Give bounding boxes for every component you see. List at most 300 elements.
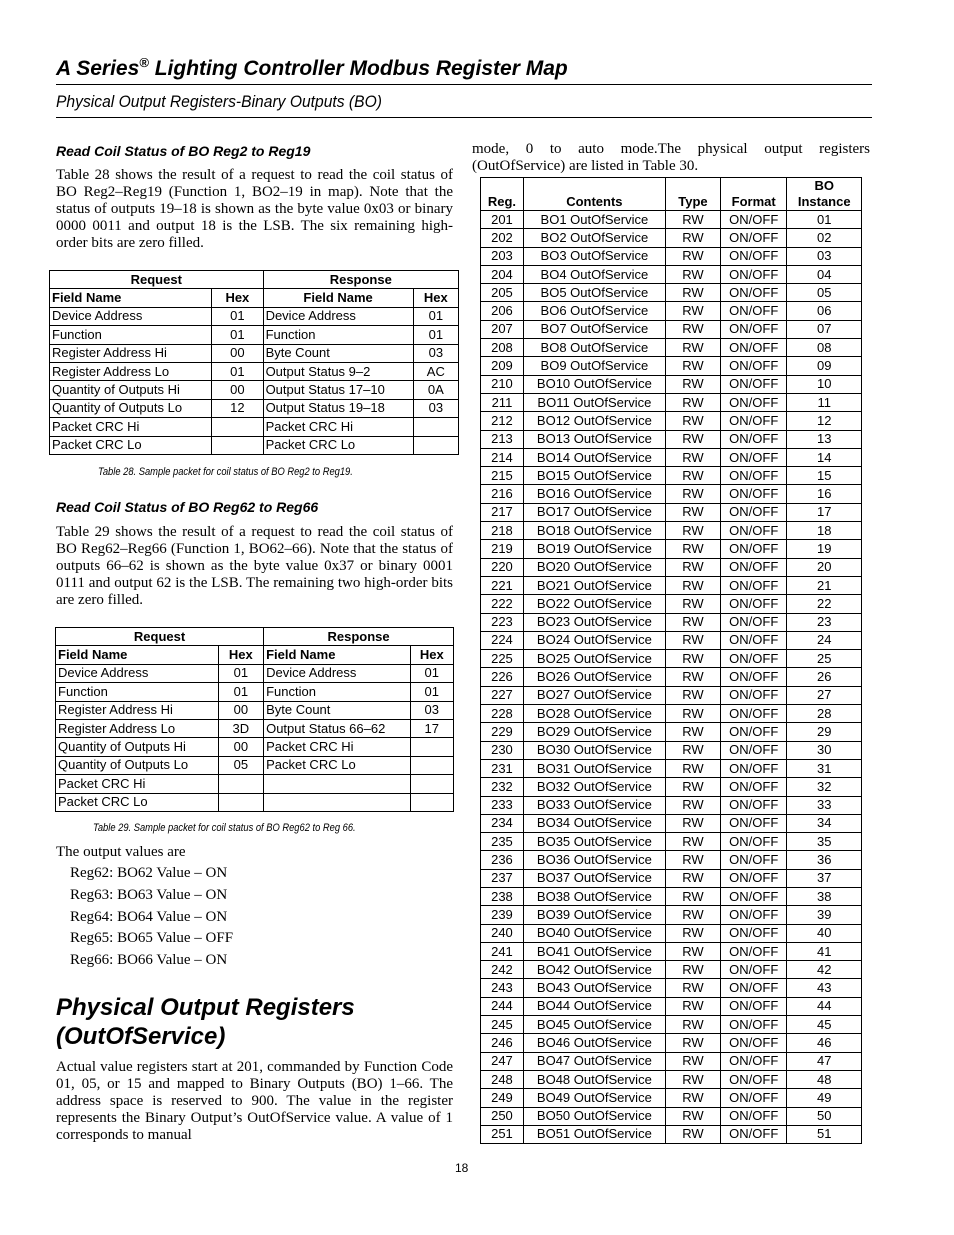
request-hex-cell (212, 418, 263, 436)
response-field-cell (264, 793, 410, 811)
response-field-cell: Packet CRC Hi (264, 738, 410, 756)
type-cell: RW (665, 759, 720, 777)
format-cell: ON/OFF (721, 741, 787, 759)
reg-cell: 250 (481, 1107, 524, 1125)
reg-cell: 230 (481, 741, 524, 759)
format-cell: ON/OFF (721, 705, 787, 723)
format-cell: ON/OFF (721, 393, 787, 411)
reg-cell: 214 (481, 448, 524, 466)
table-group-request: Request (50, 271, 264, 289)
instance-cell: 49 (787, 1089, 862, 1107)
contents-cell: BO23 OutOfService (523, 613, 665, 631)
response-hex-cell: 01 (413, 326, 458, 344)
type-cell: RW (665, 887, 720, 905)
contents-cell: BO48 OutOfService (523, 1070, 665, 1088)
response-field-cell: Byte Count (263, 344, 413, 362)
format-cell: ON/OFF (721, 979, 787, 997)
table-row (481, 631, 862, 649)
table-row (56, 756, 454, 774)
table-row (481, 211, 862, 229)
response-hex-cell: 01 (410, 664, 453, 682)
page-subtitle: Physical Output Registers-Binary Outputs (BO) (56, 92, 382, 111)
response-hex-cell: 03 (410, 701, 453, 719)
format-cell: ON/OFF (721, 448, 787, 466)
table-30-bo-outofservice (480, 177, 862, 1144)
format-cell: ON/OFF (721, 906, 787, 924)
response-hex-cell (410, 738, 453, 756)
table-row (56, 719, 454, 737)
type-cell: RW (665, 393, 720, 411)
table-row (481, 759, 862, 777)
response-hex-cell: 03 (413, 399, 458, 417)
contents-cell: BO25 OutOfService (523, 650, 665, 668)
table-row (56, 664, 454, 682)
reg-cell: 249 (481, 1089, 524, 1107)
type-cell: RW (665, 906, 720, 924)
type-cell: RW (665, 942, 720, 960)
table-row (481, 997, 862, 1015)
table-group-response: Response (264, 628, 454, 646)
table-row (481, 814, 862, 832)
title-rule (56, 84, 872, 85)
table-row (50, 436, 459, 454)
instance-cell: 25 (787, 650, 862, 668)
contents-cell: BO38 OutOfService (523, 887, 665, 905)
type-cell: RW (665, 833, 720, 851)
type-cell: RW (665, 1070, 720, 1088)
request-hex-cell: 00 (218, 738, 263, 756)
format-cell: ON/OFF (721, 357, 787, 375)
type-cell: RW (665, 631, 720, 649)
format-cell: ON/OFF (721, 924, 787, 942)
col-type: Type (665, 178, 720, 211)
type-cell: RW (665, 284, 720, 302)
contents-cell: BO16 OutOfService (523, 485, 665, 503)
reg-cell: 209 (481, 357, 524, 375)
table-row (481, 1052, 862, 1070)
table-row (50, 381, 459, 399)
request-field-cell: Packet CRC Hi (50, 418, 212, 436)
format-cell: ON/OFF (721, 1107, 787, 1125)
type-cell: RW (665, 558, 720, 576)
contents-cell: BO47 OutOfService (523, 1052, 665, 1070)
table-row (481, 668, 862, 686)
contents-cell: BO11 OutOfService (523, 393, 665, 411)
type-cell: RW (665, 467, 720, 485)
request-field-cell: Packet CRC Lo (56, 793, 219, 811)
type-cell: RW (665, 339, 720, 357)
col-hex: Hex (410, 646, 453, 664)
type-cell: RW (665, 741, 720, 759)
table-row (481, 302, 862, 320)
reg-cell: 222 (481, 595, 524, 613)
contents-cell: BO45 OutOfService (523, 1016, 665, 1034)
contents-cell: BO13 OutOfService (523, 430, 665, 448)
table-row (481, 686, 862, 704)
contents-cell: BO17 OutOfService (523, 503, 665, 521)
type-cell: RW (665, 1089, 720, 1107)
instance-cell: 30 (787, 741, 862, 759)
type-cell: RW (665, 576, 720, 594)
format-cell: ON/OFF (721, 796, 787, 814)
table-row (481, 961, 862, 979)
table-row (481, 375, 862, 393)
response-hex-cell: 01 (410, 683, 453, 701)
request-field-cell: Quantity of Outputs Hi (50, 381, 212, 399)
response-field-cell: Output Status 9–2 (263, 362, 413, 380)
instance-cell: 07 (787, 320, 862, 338)
instance-cell: 02 (787, 229, 862, 247)
format-cell: ON/OFF (721, 284, 787, 302)
type-cell: RW (665, 1016, 720, 1034)
section-paragraph-continuation: mode, 0 to auto mode.The physical output registers (OutOfService) are listed in Table 30. (472, 141, 870, 174)
format-cell: ON/OFF (721, 778, 787, 796)
instance-cell: 32 (787, 778, 862, 796)
reg-cell: 247 (481, 1052, 524, 1070)
type-cell: RW (665, 1125, 720, 1143)
reg-cell: 243 (481, 979, 524, 997)
table-row (56, 738, 454, 756)
instance-cell: 26 (787, 668, 862, 686)
contents-cell: BO24 OutOfService (523, 631, 665, 649)
type-cell: RW (665, 796, 720, 814)
reg-cell: 218 (481, 522, 524, 540)
format-cell: ON/OFF (721, 265, 787, 283)
type-cell: RW (665, 814, 720, 832)
instance-cell: 05 (787, 284, 862, 302)
instance-cell: 23 (787, 613, 862, 631)
reg-cell: 237 (481, 869, 524, 887)
type-cell: RW (665, 1034, 720, 1052)
section-heading-reg62-66: Read Coil Status of BO Reg62 to Reg66 (56, 499, 319, 515)
table-row (481, 357, 862, 375)
format-cell: ON/OFF (721, 1125, 787, 1143)
response-field-cell: Device Address (263, 307, 413, 325)
table-row (481, 796, 862, 814)
output-value-line: Reg63: BO63 Value – ON (70, 887, 228, 903)
table-row (481, 906, 862, 924)
instance-cell: 41 (787, 942, 862, 960)
table-row (481, 778, 862, 796)
contents-cell: BO5 OutOfService (523, 284, 665, 302)
contents-cell: BO49 OutOfService (523, 1089, 665, 1107)
table-row (481, 1034, 862, 1052)
format-cell: ON/OFF (721, 339, 787, 357)
response-hex-cell: 03 (413, 344, 458, 362)
instance-cell: 36 (787, 851, 862, 869)
format-cell: ON/OFF (721, 320, 787, 338)
type-cell: RW (665, 357, 720, 375)
table-row (481, 448, 862, 466)
type-cell: RW (665, 686, 720, 704)
reg-cell: 215 (481, 467, 524, 485)
table-row (481, 467, 862, 485)
table-row (481, 942, 862, 960)
request-hex-cell: 01 (212, 307, 263, 325)
response-hex-cell: AC (413, 362, 458, 380)
table-row (481, 576, 862, 594)
reg-cell: 239 (481, 906, 524, 924)
section-paragraph-outofservice: Actual value registers start at 201, commanded by Function Code 01, 05, or 15 and mapped to Binary Outputs (BO) 1–66. The address space is reserved to 900. The value in the register represents the Binary Output’s OutOfService value. A value of 1 corresponds to manual (56, 1059, 453, 1143)
format-cell: ON/OFF (721, 668, 787, 686)
reg-cell: 221 (481, 576, 524, 594)
format-cell: ON/OFF (721, 412, 787, 430)
col-field-name: Field Name (56, 646, 219, 664)
instance-cell: 42 (787, 961, 862, 979)
reg-cell: 220 (481, 558, 524, 576)
request-hex-cell: 12 (212, 399, 263, 417)
instance-cell: 45 (787, 1016, 862, 1034)
type-cell: RW (665, 1107, 720, 1125)
instance-cell: 44 (787, 997, 862, 1015)
table-row (481, 924, 862, 942)
col-field-name: Field Name (263, 289, 413, 307)
reg-cell: 251 (481, 1125, 524, 1143)
instance-cell: 21 (787, 576, 862, 594)
table-row (481, 229, 862, 247)
table-row (481, 339, 862, 357)
instance-cell: 48 (787, 1070, 862, 1088)
request-hex-cell: 01 (218, 683, 263, 701)
contents-cell: BO27 OutOfService (523, 686, 665, 704)
reg-cell: 227 (481, 686, 524, 704)
col-bo-instance: BO Instance (787, 178, 862, 211)
instance-cell: 11 (787, 393, 862, 411)
table-row (56, 793, 454, 811)
contents-cell: BO36 OutOfService (523, 851, 665, 869)
format-cell: ON/OFF (721, 503, 787, 521)
instance-cell: 19 (787, 540, 862, 558)
response-hex-cell: 01 (413, 307, 458, 325)
table-row (481, 613, 862, 631)
type-cell: RW (665, 522, 720, 540)
format-cell: ON/OFF (721, 1016, 787, 1034)
reg-cell: 207 (481, 320, 524, 338)
reg-cell: 202 (481, 229, 524, 247)
table-row (50, 362, 459, 380)
col-format: Format (721, 178, 787, 211)
instance-cell: 34 (787, 814, 862, 832)
table-row (481, 503, 862, 521)
instance-cell: 17 (787, 503, 862, 521)
format-cell: ON/OFF (721, 576, 787, 594)
request-field-cell: Function (56, 683, 219, 701)
response-field-cell: Output Status 19–18 (263, 399, 413, 417)
contents-cell: BO41 OutOfService (523, 942, 665, 960)
col-reg: Reg. (481, 178, 524, 211)
reg-cell: 232 (481, 778, 524, 796)
reg-cell: 217 (481, 503, 524, 521)
table-row (50, 399, 459, 417)
request-hex-cell: 3D (218, 719, 263, 737)
format-cell: ON/OFF (721, 522, 787, 540)
instance-cell: 22 (787, 595, 862, 613)
response-field-cell: Packet CRC Lo (264, 756, 410, 774)
type-cell: RW (665, 668, 720, 686)
subtitle-rule (56, 117, 872, 118)
contents-cell: BO10 OutOfService (523, 375, 665, 393)
instance-cell: 37 (787, 869, 862, 887)
format-cell: ON/OFF (721, 759, 787, 777)
type-cell: RW (665, 503, 720, 521)
request-field-cell: Register Address Lo (56, 719, 219, 737)
format-cell: ON/OFF (721, 887, 787, 905)
response-hex-cell (413, 418, 458, 436)
format-cell: ON/OFF (721, 485, 787, 503)
format-cell: ON/OFF (721, 247, 787, 265)
response-field-cell: Byte Count (264, 701, 410, 719)
request-field-cell: Register Address Hi (56, 701, 219, 719)
output-value-line: Reg62: BO62 Value – ON (70, 865, 228, 881)
request-field-cell: Device Address (56, 664, 219, 682)
type-cell: RW (665, 723, 720, 741)
format-cell: ON/OFF (721, 997, 787, 1015)
contents-cell: BO1 OutOfService (523, 211, 665, 229)
format-cell: ON/OFF (721, 613, 787, 631)
reg-cell: 213 (481, 430, 524, 448)
contents-cell: BO12 OutOfService (523, 412, 665, 430)
instance-cell: 29 (787, 723, 862, 741)
format-cell: ON/OFF (721, 467, 787, 485)
format-cell: ON/OFF (721, 961, 787, 979)
response-field-cell: Function (263, 326, 413, 344)
contents-cell: BO40 OutOfService (523, 924, 665, 942)
reg-cell: 238 (481, 887, 524, 905)
request-field-cell: Quantity of Outputs Lo (56, 756, 219, 774)
table-row (481, 1016, 862, 1034)
format-cell: ON/OFF (721, 540, 787, 558)
instance-cell: 12 (787, 412, 862, 430)
request-hex-cell: 00 (218, 701, 263, 719)
contents-cell: BO3 OutOfService (523, 247, 665, 265)
instance-cell: 28 (787, 705, 862, 723)
col-hex: Hex (413, 289, 458, 307)
output-value-line: Reg64: BO64 Value – ON (70, 909, 228, 925)
type-cell: RW (665, 375, 720, 393)
format-cell: ON/OFF (721, 375, 787, 393)
request-field-cell: Function (50, 326, 212, 344)
section-paragraph-reg2-19: Table 28 shows the result of a request to read the coil status of BO Reg2–Reg19 (Function 1, BO2–19 in map). Note that the status of outputs 19–18 is shown as the byte value 0x03 or binary 0000 0011 and output 18 is the LSB. The six remaining high-order bits are zero filled. (56, 167, 453, 251)
response-field-cell: Output Status 17–10 (263, 381, 413, 399)
table-row (481, 320, 862, 338)
table-row (481, 284, 862, 302)
type-cell: RW (665, 595, 720, 613)
table-row (481, 869, 862, 887)
response-field-cell: Function (264, 683, 410, 701)
response-hex-cell (410, 775, 453, 793)
format-cell: ON/OFF (721, 1034, 787, 1052)
col-field-name: Field Name (264, 646, 410, 664)
contents-cell: BO21 OutOfService (523, 576, 665, 594)
contents-cell: BO42 OutOfService (523, 961, 665, 979)
format-cell: ON/OFF (721, 1052, 787, 1070)
instance-cell: 35 (787, 833, 862, 851)
table-row (56, 775, 454, 793)
format-cell: ON/OFF (721, 1070, 787, 1088)
format-cell: ON/OFF (721, 686, 787, 704)
reg-cell: 216 (481, 485, 524, 503)
request-hex-cell: 05 (218, 756, 263, 774)
format-cell: ON/OFF (721, 211, 787, 229)
reg-cell: 219 (481, 540, 524, 558)
table-row (50, 344, 459, 362)
type-cell: RW (665, 265, 720, 283)
type-cell: RW (665, 229, 720, 247)
table-row (481, 650, 862, 668)
instance-cell: 18 (787, 522, 862, 540)
instance-cell: 04 (787, 265, 862, 283)
request-hex-cell: 00 (212, 381, 263, 399)
instance-cell: 50 (787, 1107, 862, 1125)
format-cell: ON/OFF (721, 833, 787, 851)
instance-cell: 43 (787, 979, 862, 997)
request-field-cell: Register Address Hi (50, 344, 212, 362)
request-hex-cell: 00 (212, 344, 263, 362)
contents-cell: BO20 OutOfService (523, 558, 665, 576)
contents-cell: BO35 OutOfService (523, 833, 665, 851)
instance-cell: 10 (787, 375, 862, 393)
table-row (56, 683, 454, 701)
reg-cell: 246 (481, 1034, 524, 1052)
reg-cell: 211 (481, 393, 524, 411)
reg-cell: 210 (481, 375, 524, 393)
table-row (481, 522, 862, 540)
response-field-cell (264, 775, 410, 793)
type-cell: RW (665, 485, 720, 503)
table-row (481, 393, 862, 411)
table-row (481, 430, 862, 448)
table-row (481, 723, 862, 741)
type-cell: RW (665, 979, 720, 997)
type-cell: RW (665, 540, 720, 558)
contents-cell: BO28 OutOfService (523, 705, 665, 723)
reg-cell: 235 (481, 833, 524, 851)
reg-cell: 245 (481, 1016, 524, 1034)
section-heading-reg2-19: Read Coil Status of BO Reg2 to Reg19 (56, 143, 311, 159)
table-row (481, 705, 862, 723)
type-cell: RW (665, 650, 720, 668)
contents-cell: BO7 OutOfService (523, 320, 665, 338)
col-field-name: Field Name (50, 289, 212, 307)
table-row (481, 1107, 862, 1125)
type-cell: RW (665, 997, 720, 1015)
type-cell: RW (665, 430, 720, 448)
table-row (50, 307, 459, 325)
reg-cell: 244 (481, 997, 524, 1015)
reg-cell: 242 (481, 961, 524, 979)
response-field-cell: Packet CRC Hi (263, 418, 413, 436)
reg-cell: 241 (481, 942, 524, 960)
reg-cell: 225 (481, 650, 524, 668)
request-hex-cell: 01 (212, 362, 263, 380)
instance-cell: 14 (787, 448, 862, 466)
table-group-request: Request (56, 628, 264, 646)
contents-cell: BO50 OutOfService (523, 1107, 665, 1125)
contents-cell: BO39 OutOfService (523, 906, 665, 924)
reg-cell: 223 (481, 613, 524, 631)
reg-cell: 226 (481, 668, 524, 686)
format-cell: ON/OFF (721, 558, 787, 576)
page-number: 18 (455, 1161, 469, 1175)
type-cell: RW (665, 412, 720, 430)
instance-cell: 08 (787, 339, 862, 357)
instance-cell: 27 (787, 686, 862, 704)
contents-cell: BO37 OutOfService (523, 869, 665, 887)
format-cell: ON/OFF (721, 631, 787, 649)
col-hex: Hex (212, 289, 263, 307)
section-heading-outofservice: Physical Output Registers (OutOfService) (56, 994, 355, 1050)
response-field-cell: Packet CRC Lo (263, 436, 413, 454)
